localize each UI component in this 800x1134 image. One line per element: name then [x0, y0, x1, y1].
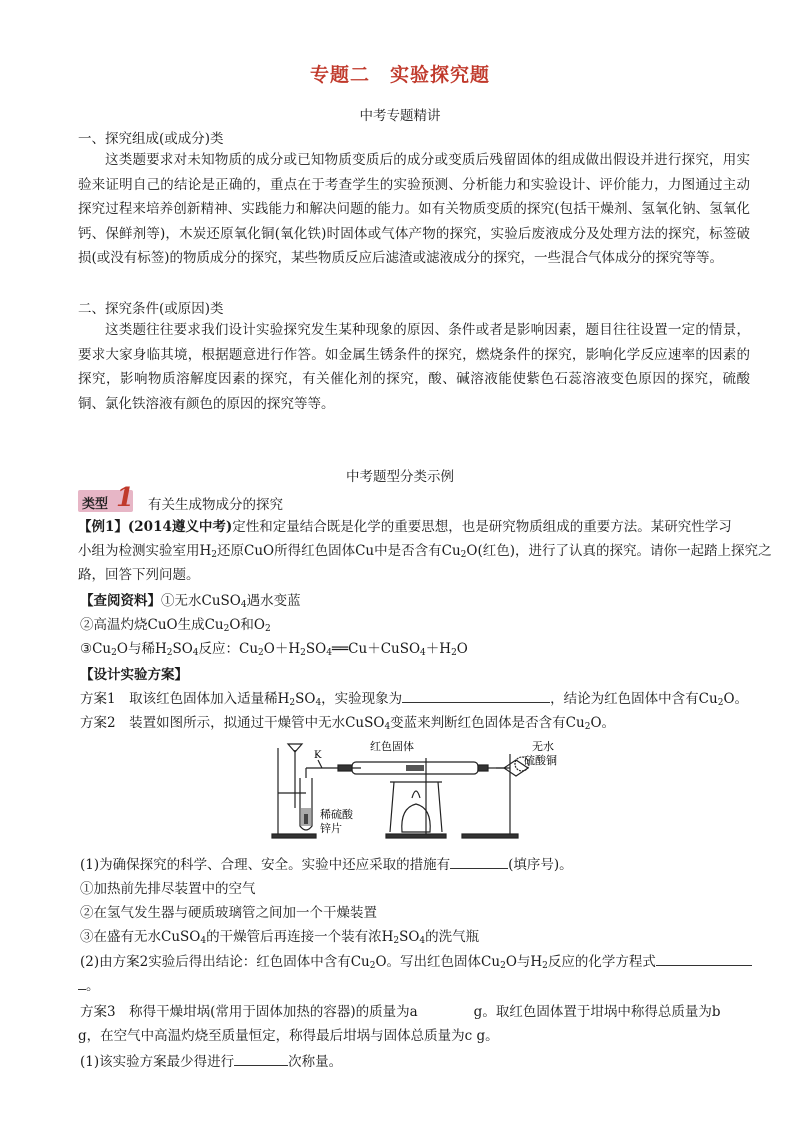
ref-item1: 【查阅资料】①无水CuSO$_4$遇水变蓝 — [80, 593, 301, 610]
example-source: (2014遵义中考) — [127, 519, 233, 535]
q3-stem: (1)该实验方案最少得进行 次称量。 — [80, 1054, 343, 1070]
label-red-solid: 红色固体 — [370, 740, 414, 753]
q1-answer-blank[interactable] — [450, 855, 508, 869]
q1-option1: ①加热前先排尽装置中的空气 — [80, 881, 256, 897]
stopper-right — [478, 765, 488, 771]
type-badge-label: 类型 — [82, 497, 109, 512]
q2-stem: (2)由方案2实验后得出结论：红色固体中含有$Cu_2O$。写出红色固体$Cu_2O$与$H_2$反应的化学方程式 — [80, 950, 752, 971]
tripod — [390, 782, 442, 832]
q2-end: 。 — [78, 974, 100, 994]
ref-item2: ②高温灼烧CuO生成$Cu_2O$和$O_2$ — [80, 617, 271, 634]
section1-heading: 一、探究组成(或成分)类 — [78, 131, 224, 147]
ref-item3: $③Cu_2O$与稀$H_2SO_4$反应：$Cu_2O+H_2SO_4══Cu+CuSO_4+H_2O$ — [80, 641, 468, 658]
subtitle-lecture: 中考专题精讲 — [359, 108, 441, 124]
example-line2: 小组为检测实验室用$H_2$还原CuO所得红色固体Cu中是否含有$Cu_2O$(红色)，进行了认真的探究。请你一起踏上探究之 — [78, 543, 772, 560]
type-badge-text: 有关生成物成分的探究 — [148, 497, 283, 513]
section1-body: 这类题要求对未知物质的成分或已知物质变质后的成分或变质后残留固体的组成做出假设并进行探究，用实验来证明自己的结论是正确的，重点在于考查学生的实验预测、分析能力和实验设计、评价能力，力图通过主动探究过程来培养创新精神、实践能力和解决问题的能力。如有关物质变质的探究(包括干燥剂、氢氧化钠、氢氧化钙、保鲜剂等)，木炭还原氧化铜(氧化铁)时固体或气体产物的探究，实验后废液成分及处理方法的探究，标签破损(或没有标签)的物质成分的探究，某些物质反应后滤渣或滤液成分的探究，一些混合气体成分的探究等等。 — [78, 152, 750, 266]
q2-answer-blank-cont[interactable] — [78, 976, 86, 990]
label-cuso4: 硫酸铜 — [524, 754, 557, 767]
flame — [412, 791, 420, 798]
plan2: 方案2 装置如图所示，拟通过干燥管中无水CuSO$_4$变蓝来判断红色固体是否含有$Cu_2O$。 — [80, 715, 616, 732]
q1-option3: ③在盛有无水CuSO$_4$的干燥管后再连接一个装有浓$H_2SO_4$的洗气瓶 — [80, 929, 480, 946]
red-solid — [406, 765, 424, 771]
apparatus-diagram — [266, 738, 566, 846]
stand-base-right — [462, 834, 518, 838]
q1-option2: ②在氢气发生器与硬质玻璃管之间加一个干燥装置 — [80, 905, 377, 921]
example-line3: 路，回答下列问题。 — [78, 567, 200, 583]
k-clip — [318, 760, 322, 768]
plan3-line1: 方案3 称得干燥坩埚(常用于固体加热的容器)的质量为a g。取红色固体置于坩埚中称得总质量为b — [80, 1004, 721, 1020]
subtitle-examples: 中考题型分类示例 — [346, 469, 454, 485]
design-heading: 【设计实验方案】 — [80, 667, 188, 683]
zinc-strip — [304, 814, 308, 824]
label-zinc: 锌片 — [320, 822, 342, 835]
example-line1 — [78, 515, 732, 535]
ref-tag: 【查阅资料】 — [80, 593, 161, 609]
type-badge-number: 1 — [116, 483, 135, 513]
stopper-left — [338, 765, 352, 771]
example-text1: 定性和定量结合既是化学的重要思想，也是研究物质组成的重要方法。某研究性学习 — [232, 519, 732, 535]
type-badge — [78, 483, 135, 513]
section2-body: 这类题往往要求我们设计实验探究发生某种现象的原因、条件或者是影响因素，题目往往设置一定的情景，要求大家身临其境，根据题意进行作答。如金属生锈条件的探究，燃烧条件的探究，影响化学反应速率的因素的探究，影响物质溶解度因素的探究，有关催化剂的探究，酸、碱溶液能使紫色石蕊溶液变色原因的探究，硫酸铜、氯化铁溶液有颜色的原因的探究等等。 — [78, 322, 750, 412]
label-k: K — [314, 750, 322, 761]
plan1: 方案1 取该红色固体加入适量稀$H_2SO_4$，实验现象为 ，结论为红色固体中含有$Cu_2O$。 — [80, 691, 749, 708]
section2-heading: 二、探究条件(或原因)类 — [78, 301, 224, 317]
plan3-line2: g，在空气中高温灼烧至质量恒定，称得最后坩埚与固体总质量为c g。 — [78, 1028, 499, 1044]
label-anhydrous: 无水 — [532, 740, 554, 753]
stand-base-mid — [386, 834, 446, 838]
q1-stem: (1)为确保探究的科学、合理、安全。实验中还应采取的措施有 (填序号)。 — [80, 857, 573, 873]
q3-answer-blank[interactable] — [234, 1052, 288, 1066]
example-tag: 【例1】 — [78, 519, 128, 535]
plan1-answer-blank[interactable] — [402, 689, 550, 703]
stand-base-left — [272, 834, 316, 838]
page-title: 专题二 实验探究题 — [309, 64, 490, 86]
q2-answer-blank[interactable] — [656, 952, 752, 966]
label-dilute-acid: 稀硫酸 — [320, 808, 353, 821]
